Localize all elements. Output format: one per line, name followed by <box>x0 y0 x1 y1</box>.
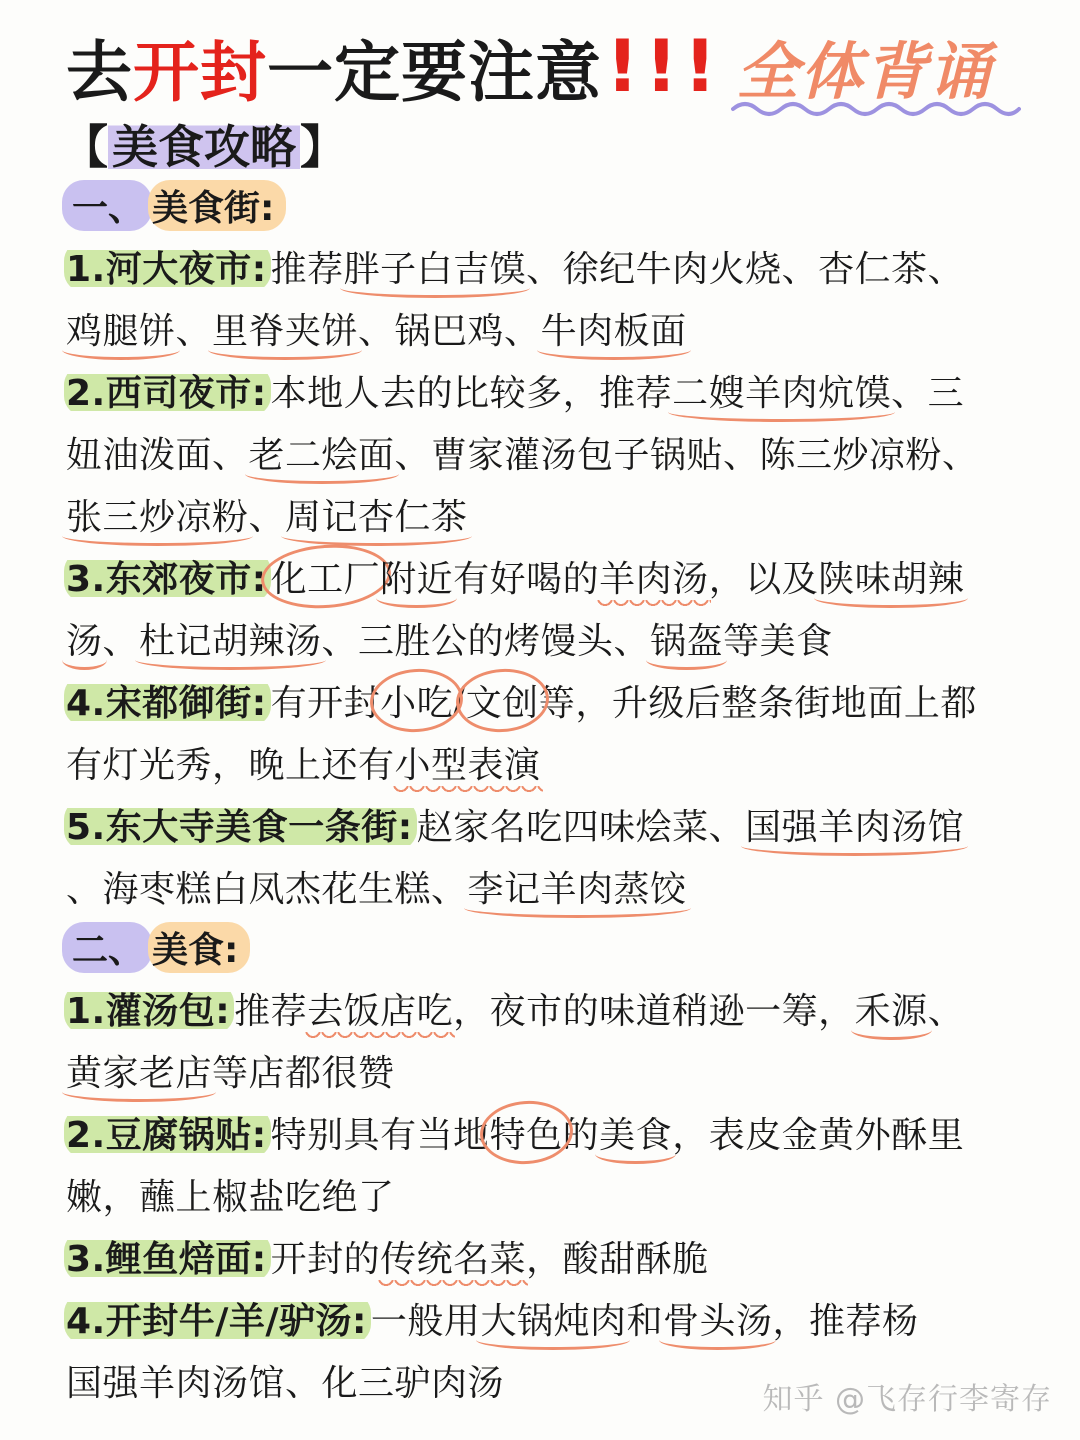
underlined-text: 陕味胡辣 <box>818 551 964 602</box>
underlined-text: 老二烩面 <box>249 427 395 478</box>
item-label: 2.西司夜市: <box>64 365 271 416</box>
list-item-line <box>66 978 964 1038</box>
item-label: 3.鲤鱼焙面: <box>64 1231 271 1282</box>
list-item-line <box>66 422 979 482</box>
wave-decoration <box>731 97 1021 119</box>
category-number: 一、 <box>62 180 152 231</box>
underlined-text: 黄家老店 <box>66 1045 212 1096</box>
title-exclaim: !!! <box>606 24 723 108</box>
title-suffix: 一定要注意 <box>267 33 602 111</box>
text-run: 的 <box>562 1114 600 1156</box>
text-run: 、海枣糕白凤杰花生糕、 <box>66 868 468 910</box>
text-run: 有好喝的 <box>453 558 600 600</box>
list-item-line <box>66 1040 395 1100</box>
list-item-line <box>66 1288 919 1348</box>
list-item-line <box>66 236 964 296</box>
title-recite <box>737 22 993 111</box>
underlined-text: 禾源 <box>855 983 928 1034</box>
underlined-text: 牛肉板面 <box>541 303 687 354</box>
item-label: 4.开封牛/羊/驴汤: <box>64 1293 371 1344</box>
text-run: ，酸甜酥脆 <box>526 1238 709 1280</box>
text-run: 、曹家灌汤包子锅贴、陈三炒凉粉、 <box>394 434 979 476</box>
section-open: 【 <box>62 120 108 174</box>
page-title <box>66 18 993 114</box>
list-item-line <box>66 1350 504 1410</box>
text-run: 国强羊肉汤馆、化三驴肉汤 <box>66 1362 505 1404</box>
item-label: 5.东大寺美食一条街: <box>64 799 417 850</box>
list-item-line <box>66 856 687 916</box>
list-item-line <box>66 732 541 792</box>
underlined-text: 附近 <box>380 551 453 602</box>
wavy-text: 传统名菜 <box>380 1231 526 1282</box>
text-run: 、 <box>175 310 213 352</box>
text-run: 和 <box>626 1300 663 1342</box>
text-run: ，推荐杨 <box>772 1300 919 1342</box>
text-run: 、 <box>102 620 140 662</box>
text-run: 、三胜公的烤馒头、 <box>321 620 651 662</box>
watermark: 知乎 @飞存行李寄存 <box>762 1382 1052 1417</box>
text-run: 等，升级后整条街地面上都 <box>538 682 977 724</box>
text-run: 、三 <box>891 372 965 414</box>
underlined-text: 张三炒凉粉 <box>66 489 249 540</box>
list-item-line <box>66 298 687 358</box>
list-item-line <box>66 1102 964 1162</box>
underlined-text: 杜记胡辣汤 <box>139 613 322 664</box>
section-heading <box>62 112 346 176</box>
underlined-text: 汤 <box>66 613 103 664</box>
circled-text: 小吃 <box>380 675 453 726</box>
part1-heading <box>62 178 286 232</box>
title-prefix: 去 <box>66 33 133 111</box>
text-run: 一般用 <box>370 1300 481 1342</box>
list-item-line <box>66 360 964 420</box>
text-run: 推荐 <box>270 248 344 290</box>
text-run: 开封的 <box>270 1238 381 1280</box>
text-run: ，表皮金黄外酥里 <box>672 1114 965 1156</box>
item-label: 1.河大夜市: <box>64 241 271 292</box>
section-label: 美食攻略 <box>108 111 300 177</box>
category-number: 二、 <box>62 922 152 973</box>
text-run: / <box>453 679 466 721</box>
wavy-text: 去饭店吃 <box>307 983 453 1034</box>
text-run: 本地人去的比较多，推荐 <box>270 372 673 414</box>
list-item-line <box>66 794 964 854</box>
underlined-text: 周记杏仁茶 <box>285 489 468 540</box>
category-name: 美食街: <box>148 180 286 231</box>
underlined-text: 国强羊肉汤馆 <box>745 799 964 850</box>
part2-heading <box>62 920 250 974</box>
list-item-line <box>66 1164 395 1224</box>
underlined-text: 鸡腿饼 <box>66 303 176 354</box>
text-run: 、 <box>248 496 286 538</box>
underlined-text: 里脊夹饼 <box>212 303 358 354</box>
text-run: ，以及 <box>708 558 819 600</box>
list-item-line <box>66 670 977 730</box>
text-run: 有开封 <box>270 682 381 724</box>
list-item-line <box>66 1226 709 1286</box>
circled-text: 特色 <box>490 1107 563 1158</box>
text-run: 嫩，蘸上椒盐吃绝了 <box>66 1176 395 1218</box>
item-label: 2.豆腐锅贴: <box>64 1107 271 1158</box>
underlined-text: 二嫂羊肉炕馍 <box>672 365 891 416</box>
text-run: 妞油泼面、 <box>66 434 249 476</box>
underlined-text: 李记羊肉蒸饺 <box>468 861 687 912</box>
underlined-text: 锅盔 <box>650 613 723 664</box>
section-close: 】 <box>300 120 346 174</box>
circled-text: 化工厂 <box>271 551 381 602</box>
item-label: 1.灌汤包: <box>64 983 234 1034</box>
wavy-text: 羊肉汤 <box>599 551 709 602</box>
circled-text: 文创 <box>466 675 539 726</box>
item-label: 4.宋都御街: <box>64 675 271 726</box>
text-run: 赵家名吃四味烩菜、 <box>416 806 746 848</box>
category-name: 美食: <box>148 922 250 973</box>
wavy-text: 小型表演 <box>395 737 541 788</box>
text-run: 特别具有当地 <box>270 1114 490 1156</box>
list-item-line <box>66 546 964 606</box>
text-run: 等店都很赞 <box>212 1052 395 1094</box>
title-highlight: 开封 <box>133 33 267 111</box>
text-run: 推荐 <box>234 990 308 1032</box>
underlined-text: 大锅炖肉 <box>480 1293 626 1344</box>
underlined-text: 美食 <box>599 1107 672 1158</box>
text-run: 、徐纪牛肉火烧、杏仁茶、 <box>526 248 965 290</box>
text-run: 、锅巴鸡、 <box>358 310 541 352</box>
underlined-text: 胖子白吉馍 <box>344 241 527 292</box>
list-item-line <box>66 484 468 544</box>
text-run: ，夜市的味道稍逊一筹， <box>453 990 855 1032</box>
text-run: 等美食 <box>723 620 833 662</box>
text-run: 、 <box>927 990 965 1032</box>
text-run: 有灯光秀，晚上还有 <box>66 744 395 786</box>
item-label: 3.东郊夜市: <box>64 551 271 602</box>
list-item-line <box>66 608 833 668</box>
title-recite-text: 全体背诵 <box>736 34 993 108</box>
underlined-text: 骨头汤 <box>663 1293 773 1344</box>
